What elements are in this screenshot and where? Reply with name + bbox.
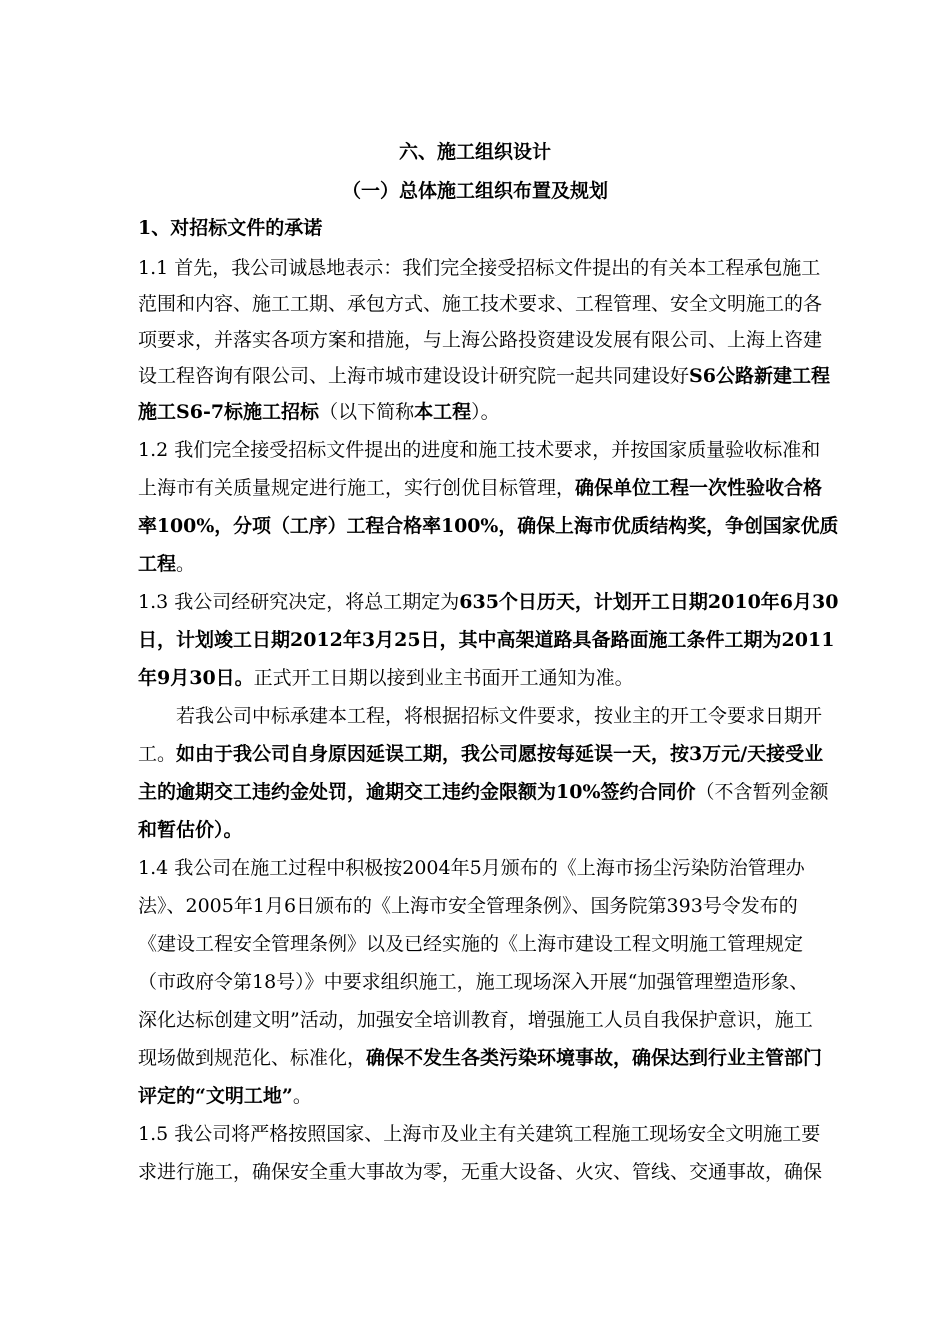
document-subtitle: （一）总体施工组织布置及规划 [341,180,608,202]
bold-text-segment: 工程 [138,553,177,575]
bold-text-segment: 主的逾期交工违约金处罚，逾期交工违约金限额为10%签约合同价 [138,781,696,803]
text-segment: 若我公司中标承建本工程，将根据招标文件要求，按业主的开工令要求日期开 [176,705,823,727]
text-line [138,549,195,576]
text-segment: 设工程咨询有限公司、上海市城市建设设计研究院一起共同建设好 [138,365,690,387]
text-line [138,325,822,352]
text-segment: 现场做到规范化、标准化， [138,1047,367,1069]
text-segment: （不含暂列金额 [695,781,829,803]
text-line [138,1081,312,1108]
text-segment: ）。 [471,401,500,423]
text-segment: 《建设工程安全管理条例》以及已经实施的《上海市建设工程文明施工管理规定 [138,933,804,955]
text-line [138,397,500,424]
text-segment: 工。 [138,743,177,765]
text-segment: 项要求，并落实各项方案和措施，与上海公路投资建设发展有限公司、上海上咨建 [138,329,823,351]
text-line [138,1005,813,1032]
text-line [138,929,803,956]
bold-text-segment: 和暂估价）。 [138,819,243,841]
bold-text-segment: 日，计划竣工日期2012年3月25日，其中高架道路具备路面施工条件工期为2011 [138,629,835,651]
bold-text-segment: 施工S6-7标施工招标 [138,401,320,423]
text-line [138,663,634,690]
text-segment: 1.1 首先，我公司诚恳地表示：我们完全接受招标文件提出的有关本工程承包施工 [138,257,821,279]
bold-text-segment: 如由于我公司自身原因延误工期，我公司愿按每延误一天，按3万元/天接受业 [176,743,824,765]
text-segment: 。 [176,553,196,575]
text-line [138,967,808,994]
text-line [138,587,838,614]
text-line [138,1043,822,1070]
text-line [138,361,830,388]
text-line [176,701,822,728]
text-segment: 深化达标创建文明”活动，加强安全培训教育，增强施工人员自我保护意识，施工 [138,1009,813,1031]
text-segment: 1.4 我公司在施工过程中积极按2004年5月颁布的《上海市扬尘污染防治管理办 [138,857,805,879]
text-line [138,853,805,880]
bold-text-segment: 635个日历天，计划开工日期2010年6月30 [459,591,839,613]
text-line [138,511,838,538]
text-segment: （以下简称 [319,401,415,423]
document-title: 六、施工组织设计 [398,141,551,163]
text-segment: （市政府令第18号）》中要求组织施工，施工现场深入开展“加强管理塑造形象、 [138,971,809,993]
text-line [138,1157,822,1184]
text-line [138,1119,820,1146]
text-line [138,253,820,280]
bold-text-segment: 确保不发生各类污染环境事故，确保达到行业主管部门 [366,1047,823,1069]
text-line [138,435,820,462]
text-segment: 1.3 我公司经研究决定，将总工期定为 [138,591,460,613]
text-line [138,815,243,842]
text-segment: 1.2 我们完全接受招标文件提出的进度和施工技术要求，并按国家质量验收标准和 [138,439,821,461]
text-line [138,777,829,804]
text-line [138,625,834,652]
text-segment: 范围和内容、施工工期、承包方式、施工技术要求、工程管理、安全文明施工的各 [138,293,823,315]
text-segment: 正式开工日期以接到业主书面开工通知为准。 [253,667,634,689]
text-line [138,739,823,766]
text-segment: 。 [292,1085,312,1107]
bold-text-segment: 年9月30日。 [138,667,254,689]
text-line [138,473,822,500]
bold-text-segment: 确保单位工程一次性验收合格 [575,477,823,499]
text-segment: 上海市有关质量规定进行施工，实行创优目标管理， [138,477,576,499]
text-line [138,289,822,316]
section-heading: 1、对招标文件的承诺 [138,217,323,239]
bold-text-segment: 本工程 [414,401,472,423]
text-segment: 求进行施工，确保安全重大事故为零，无重大设备、火灾、管线、交通事故，确保 [138,1161,823,1183]
text-line [138,891,798,918]
bold-text-segment: 评定的“文明工地” [138,1085,293,1107]
bold-text-segment: S6公路新建工程 [689,365,830,387]
text-segment: 法》、2005年1月6日颁布的《上海市安全管理条例》、国务院第393号令发布的 [138,895,798,917]
text-segment: 1.5 我公司将严格按照国家、上海市及业主有关建筑工程施工现场安全文明施工要 [138,1123,821,1145]
bold-text-segment: 率100%，分项（工序）工程合格率100%，确保上海市优质结构奖，争创国家优质 [138,515,839,537]
